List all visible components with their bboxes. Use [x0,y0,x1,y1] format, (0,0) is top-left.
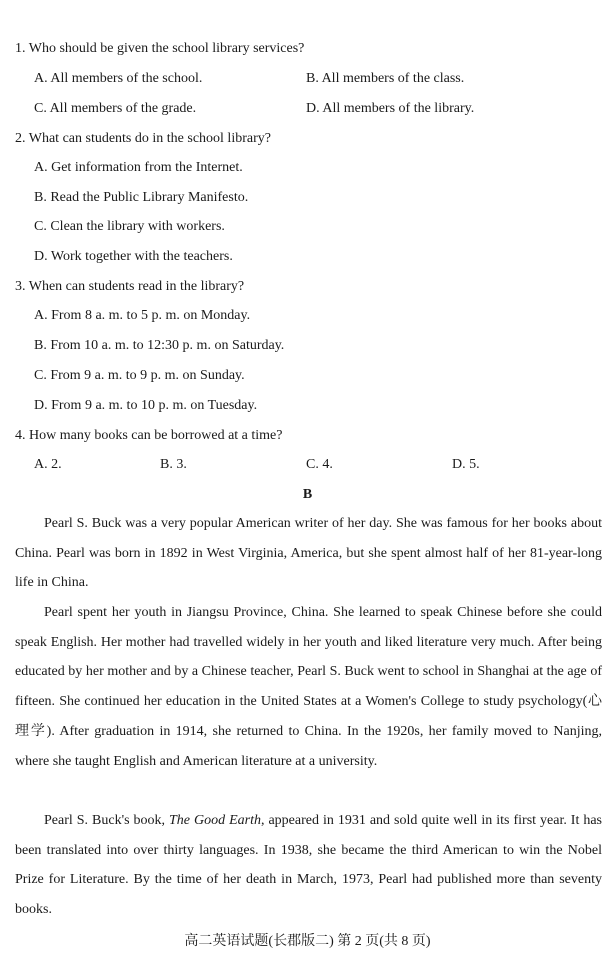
option-3d: D. From 9 a. m. to 10 p. m. on Tuesday. [34,398,258,413]
option-1d: D. All members of the library. [306,101,475,116]
option-1c: C. All members of the grade. [34,101,197,116]
passage-paragraph-3 [15,806,602,925]
question-number: 2. [15,131,26,146]
option-4c: C. 4. [306,457,333,472]
option-2b: B. Read the Public Library Manifesto. [34,190,249,205]
question-number: 4. [15,428,26,443]
question-number: 3. [15,279,26,294]
section-heading: B [302,487,313,502]
option-2a: A. Get information from the Internet. [34,160,243,175]
paragraph-text: , appeared in 1931 and sold quite well in its first year. It has been translated into over thirty languages. In 1938, she became the third American to win the Nobel Prize for Literature. By the time of her death in March, 1973, Pearl had published more than seventy books. [15,813,603,918]
page-footer: 高二英语试题(长郡版二) 第 2 页(共 8 页) [184,934,431,949]
paragraph-text: Pearl spent her youth in Jiangsu Province, China. She learned to speak Chinese before she could speak English. Her mother had travelled widely in her youth and liked literature very much. After being educated by her mother and by a Chinese teacher, Pearl S. Buck went to school in Shanghai at the age of fifteen. She continued her education in the United States at a Women's College to study psychology(心理学). After graduation in 1914, she returned to China. In the 1920s, her family moved to Nanjing, where she taught English and American literature at a university. [15,605,602,769]
question-number: 1. [15,41,26,56]
option-3c: C. From 9 a. m. to 9 p. m. on Sunday. [34,368,245,383]
option-3a: A. From 8 a. m. to 5 p. m. on Monday. [34,308,251,323]
book-title: The Good Earth [169,813,261,828]
question-text: When can students read in the library? [28,279,245,294]
paragraph-text: Pearl S. Buck's book, [44,813,170,828]
question-1 [15,40,304,58]
question-2 [15,130,271,148]
option-4a: A. 2. [34,457,62,472]
option-3b: B. From 10 a. m. to 12:30 p. m. on Saturday. [34,338,285,353]
question-text: Who should be given the school library services? [28,41,305,56]
question-4 [15,427,282,445]
option-1b: B. All members of the class. [306,71,465,86]
option-2c: C. Clean the library with workers. [34,219,225,234]
option-2d: D. Work together with the teachers. [34,249,233,264]
question-3 [15,278,244,296]
paragraph-text: Pearl S. Buck was a very popular American writer of her day. She was famous for her books about China. Pearl was born in 1892 in West Virginia, America, but she spent almost half of her 81-year-long life in China. [15,516,602,591]
question-text: How many books can be borrowed at a time? [29,428,283,443]
passage-paragraph-2 [15,598,602,776]
question-text: What can students do in the school library? [28,131,271,146]
option-4b: B. 3. [160,457,187,472]
option-4d: D. 5. [452,457,480,472]
option-1a: A. All members of the school. [34,71,203,86]
passage-paragraph-1 [15,509,602,598]
